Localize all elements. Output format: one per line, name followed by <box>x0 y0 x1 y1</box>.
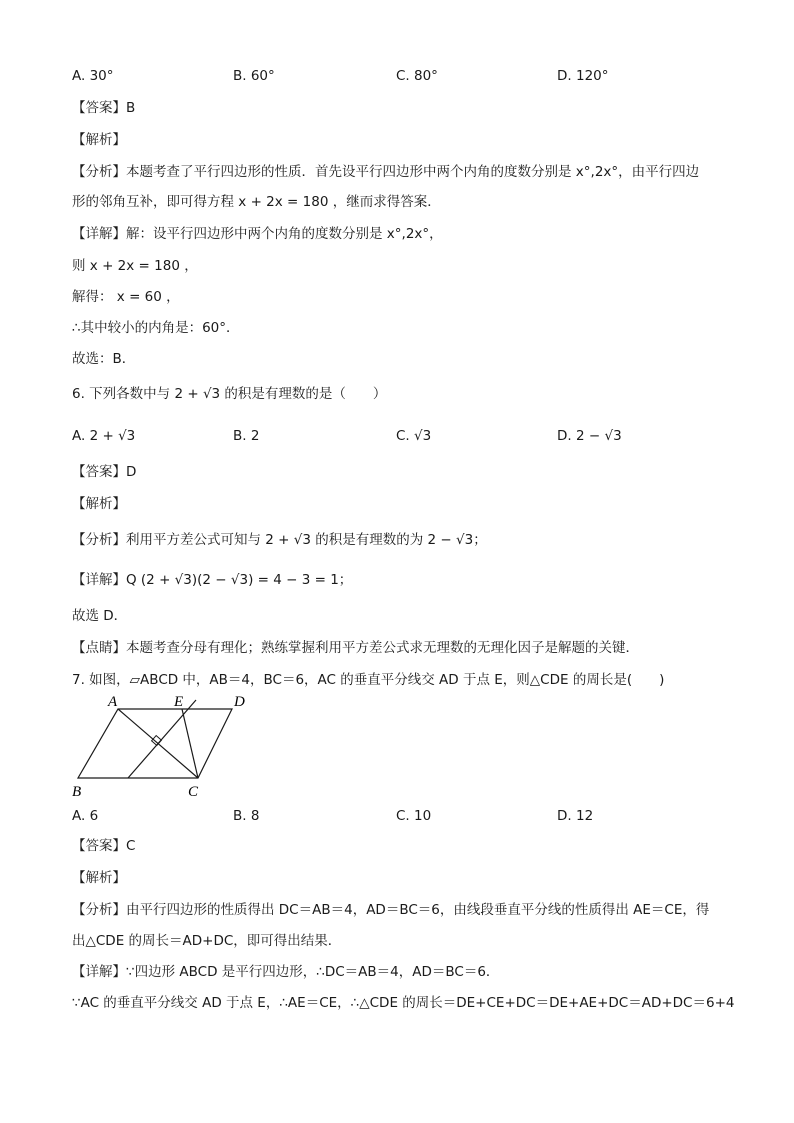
q5-analysis-line-1: 【分析】本题考查了平行四边形的性质．首先设平行四边形中两个内角的度数分别是 x°,2x°，由平行四边 <box>72 164 700 180</box>
q7-detail-line-2: ∵AC 的垂直平分线交 AD 于点 E，∴AE＝CE，∴△CDE 的周长＝DE+CE+DC＝DE+AE+DC＝AD+DC＝6+4 <box>72 995 735 1011</box>
q6-analysis: 【分析】利用平方差公式可知与 2 + √3 的积是有理数的为 2 − √3； <box>72 532 487 548</box>
q6-comment: 【点睛】本题考查分母有理化；熟练掌握利用平方差公式求无理数的无理化因子是解题的关键． <box>72 640 639 656</box>
q5-choose: 故选：B． <box>72 351 136 367</box>
q7-jiexi-heading: 【解析】 <box>72 870 126 886</box>
label-d: D <box>234 694 245 710</box>
q5-option-d: D. 120° <box>557 68 609 84</box>
q5-detail-line-3: 解得： x = 60 ， <box>72 289 180 305</box>
q6-option-b: B. 2 <box>233 428 260 444</box>
q7-detail-line-1: 【详解】∵四边形 ABCD 是平行四边形，∴DC＝AB＝4，AD＝BC＝6． <box>72 964 500 980</box>
q6-detail: 【详解】Q (2 + √3)(2 − √3) = 4 − 3 = 1； <box>72 572 353 588</box>
q5-detail-line-1: 【详解】解：设平行四边形中两个内角的度数分别是 x°,2x°， <box>72 226 443 242</box>
q7-option-b: B. 8 <box>233 808 260 824</box>
q7-parallelogram-figure <box>70 692 280 802</box>
q6-option-d: D. 2 − √3 <box>557 428 622 444</box>
perpendicular-bisector <box>128 700 196 778</box>
q5-answer: 【答案】B <box>72 100 136 116</box>
q6-jiexi-heading: 【解析】 <box>72 496 126 512</box>
q7-analysis-line-2: 出△CDE 的周长＝AD+DC，即可得出结果． <box>72 933 342 949</box>
q6-stem: 6. 下列各数中与 2 + √3 的积是有理数的是（ ） <box>72 386 387 402</box>
q5-option-b: B. 60° <box>233 68 275 84</box>
q6-answer: 【答案】D <box>72 464 137 480</box>
q7-option-d: D. 12 <box>557 808 594 824</box>
q7-answer: 【答案】C <box>72 838 136 854</box>
label-b: B <box>72 784 82 800</box>
q6-option-c: C. √3 <box>396 428 432 444</box>
label-c: C <box>188 784 199 800</box>
q5-jiexi-heading: 【解析】 <box>72 132 126 148</box>
q7-analysis-line-1: 【分析】由平行四边形的性质得出 DC＝AB＝4，AD＝BC＝6，由线段垂直平分线的性质得出 AE＝CE，得 <box>72 902 710 918</box>
q5-detail-line-2: 则 x + 2x = 180 ， <box>72 258 198 274</box>
segment-ec <box>182 709 198 778</box>
q6-option-a: A. 2 + √3 <box>72 428 136 444</box>
q7-stem: 7. 如图，▱ABCD 中，AB＝4，BC＝6，AC 的垂直平分线交 AD 于点 E，则△CDE 的周长是( ) <box>72 672 665 688</box>
label-e: E <box>174 694 184 710</box>
q7-option-c: C. 10 <box>396 808 432 824</box>
label-a: A <box>108 694 118 710</box>
q6-choose: 故选 D． <box>72 608 128 624</box>
q7-option-a: A. 6 <box>72 808 99 824</box>
q5-option-c: C. 80° <box>396 68 438 84</box>
q5-detail-line-4: ∴其中较小的内角是：60°． <box>72 320 240 336</box>
q5-option-a: A. 30° <box>72 68 114 84</box>
q5-analysis-line-2: 形的邻角互补，即可得方程 x + 2x = 180 ，继而求得答案． <box>72 194 441 210</box>
